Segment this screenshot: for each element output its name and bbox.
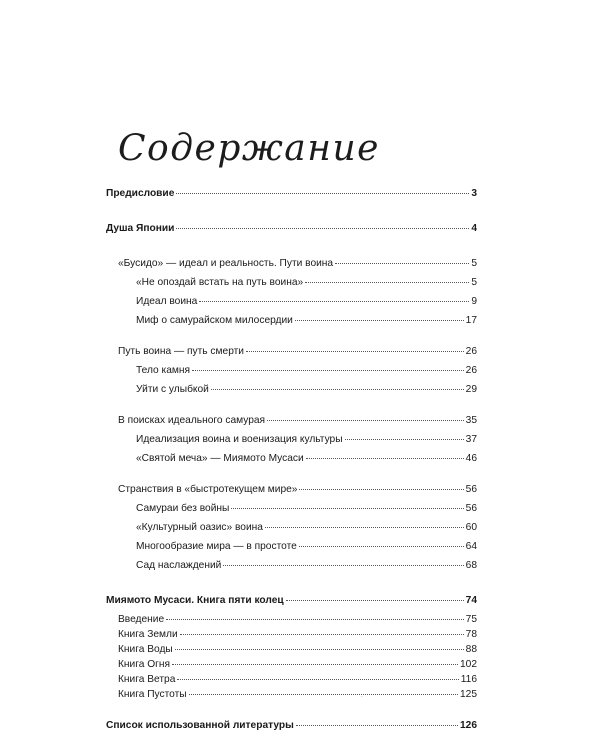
toc-entry-page: 102 bbox=[460, 659, 477, 670]
toc-entry-subsection bbox=[106, 313, 477, 328]
dot-leader bbox=[223, 565, 463, 566]
toc-entry-subsection bbox=[106, 451, 477, 466]
toc-entry-soul-of-japan bbox=[106, 221, 477, 236]
toc-entry-page: 88 bbox=[465, 644, 477, 655]
dot-leader bbox=[176, 228, 469, 229]
dot-leader bbox=[299, 546, 464, 547]
dot-leader bbox=[345, 439, 464, 440]
toc-entry-text: «Не опоздай встать на путь воина» bbox=[136, 277, 304, 288]
dot-leader bbox=[267, 420, 464, 421]
toc-entry-text: Введение bbox=[118, 614, 165, 625]
toc-entry-text: Уйти с улыбкой bbox=[136, 384, 209, 395]
toc-entry-page: 3 bbox=[471, 188, 477, 199]
toc-entry-subsection bbox=[106, 294, 477, 309]
toc-entry-subsection bbox=[106, 627, 477, 642]
toc-entry-page: 35 bbox=[465, 415, 477, 426]
toc-entry-text: Книга Огня bbox=[118, 659, 171, 670]
toc-entry-page: 26 bbox=[465, 365, 477, 376]
toc-entry-text: Идеализация воина и военизация культуры bbox=[136, 434, 343, 445]
toc-entry-subsection bbox=[106, 642, 477, 657]
toc-entry-page: 64 bbox=[465, 541, 477, 552]
toc-entry-text: Список использованной литературы bbox=[106, 720, 294, 731]
toc-entry-subsection bbox=[106, 520, 477, 535]
dot-leader bbox=[176, 193, 469, 194]
toc-entry-page: 78 bbox=[465, 629, 477, 640]
dot-leader bbox=[305, 282, 469, 283]
dot-leader bbox=[296, 725, 458, 726]
toc-entry-text: Книга Ветра bbox=[118, 674, 176, 685]
dot-leader bbox=[175, 649, 464, 650]
toc-entry-page: 17 bbox=[465, 315, 477, 326]
dot-leader bbox=[231, 508, 463, 509]
toc-entry-text: Миямото Мусаси. Книга пяти колец bbox=[106, 595, 284, 606]
dot-leader bbox=[199, 301, 469, 302]
toc-entry-text: Душа Японии bbox=[106, 223, 175, 234]
dot-leader bbox=[335, 263, 469, 264]
toc-entry-text: Книга Пустоты bbox=[118, 689, 187, 700]
toc-entry-text: Самураи без войны bbox=[136, 503, 230, 514]
toc-entry-wanderings bbox=[106, 482, 477, 497]
toc-entry-page: 26 bbox=[465, 346, 477, 357]
page-title: Содержание bbox=[118, 128, 380, 169]
toc-entry-text: Книга Воды bbox=[118, 644, 173, 655]
toc-entry-text: «Культурный оазис» воина bbox=[136, 522, 263, 533]
toc-entry-subsection bbox=[106, 657, 477, 672]
toc-entry-text: Тело камня bbox=[136, 365, 191, 376]
table-of-contents bbox=[106, 186, 477, 737]
toc-entry-page: 74 bbox=[465, 595, 477, 606]
dot-leader bbox=[246, 351, 464, 352]
toc-entry-subsection bbox=[106, 672, 477, 687]
toc-entry-preface bbox=[106, 186, 477, 201]
dot-leader bbox=[299, 489, 463, 490]
toc-entry-subsection bbox=[106, 687, 477, 702]
toc-entry-text: Многообразие мира — в простоте bbox=[136, 541, 297, 552]
toc-entry-page: 75 bbox=[465, 614, 477, 625]
toc-entry-text: Странствия в «быстротекущем мире» bbox=[118, 484, 298, 495]
toc-entry-page: 56 bbox=[465, 484, 477, 495]
toc-entry-ideal-samurai bbox=[106, 413, 477, 428]
toc-entry-text: «Святой меча» — Миямото Мусаси bbox=[136, 453, 304, 464]
dot-leader bbox=[172, 664, 458, 665]
toc-entry-page: 56 bbox=[465, 503, 477, 514]
toc-entry-text: В поисках идеального самурая bbox=[118, 415, 266, 426]
dot-leader bbox=[306, 458, 464, 459]
toc-entry-page: 5 bbox=[471, 258, 477, 269]
toc-entry-bibliography bbox=[106, 718, 477, 733]
toc-entry-subsection bbox=[106, 363, 477, 378]
toc-entry-subsection bbox=[106, 275, 477, 290]
toc-entry-page: 116 bbox=[460, 674, 477, 685]
page-mark: . bbox=[361, 693, 363, 699]
toc-entry-path-of-death bbox=[106, 344, 477, 359]
toc-entry-page: 68 bbox=[465, 560, 477, 571]
toc-entry-page: 37 bbox=[465, 434, 477, 445]
toc-entry-text: «Бусидо» — идеал и реальность. Пути воина bbox=[118, 258, 334, 269]
toc-entry-bushido bbox=[106, 256, 477, 271]
toc-entry-page: 46 bbox=[465, 453, 477, 464]
dot-leader bbox=[295, 320, 464, 321]
toc-entry-text: Идеал воина bbox=[136, 296, 198, 307]
toc-entry-subsection bbox=[106, 612, 477, 627]
toc-entry-subsection bbox=[106, 501, 477, 516]
toc-entry-text: Путь воина — путь смерти bbox=[118, 346, 244, 357]
dot-leader bbox=[192, 370, 464, 371]
toc-entry-page: 125 bbox=[460, 689, 477, 700]
dot-leader bbox=[265, 527, 464, 528]
dot-leader bbox=[286, 600, 464, 601]
toc-entry-subsection bbox=[106, 382, 477, 397]
dot-leader bbox=[177, 679, 458, 680]
dot-leader bbox=[180, 634, 464, 635]
toc-entry-subsection bbox=[106, 558, 477, 573]
dot-leader bbox=[166, 619, 464, 620]
dot-leader bbox=[211, 389, 464, 390]
toc-entry-page: 60 bbox=[465, 522, 477, 533]
toc-entry-five-rings bbox=[106, 593, 477, 608]
toc-entry-page: 4 bbox=[471, 223, 477, 234]
toc-entry-page: 5 bbox=[471, 277, 477, 288]
toc-entry-page: 9 bbox=[471, 296, 477, 307]
toc-entry-text: Предисловие bbox=[106, 188, 175, 199]
toc-entry-subsection bbox=[106, 432, 477, 447]
toc-entry-text: Миф о самурайском милосердии bbox=[136, 315, 293, 326]
toc-entry-page: 126 bbox=[460, 720, 477, 731]
dot-leader bbox=[189, 694, 458, 695]
toc-entry-page: 29 bbox=[465, 384, 477, 395]
toc-entry-text: Книга Земли bbox=[118, 629, 178, 640]
toc-entry-subsection bbox=[106, 539, 477, 554]
toc-entry-text: Сад наслаждений bbox=[136, 560, 222, 571]
